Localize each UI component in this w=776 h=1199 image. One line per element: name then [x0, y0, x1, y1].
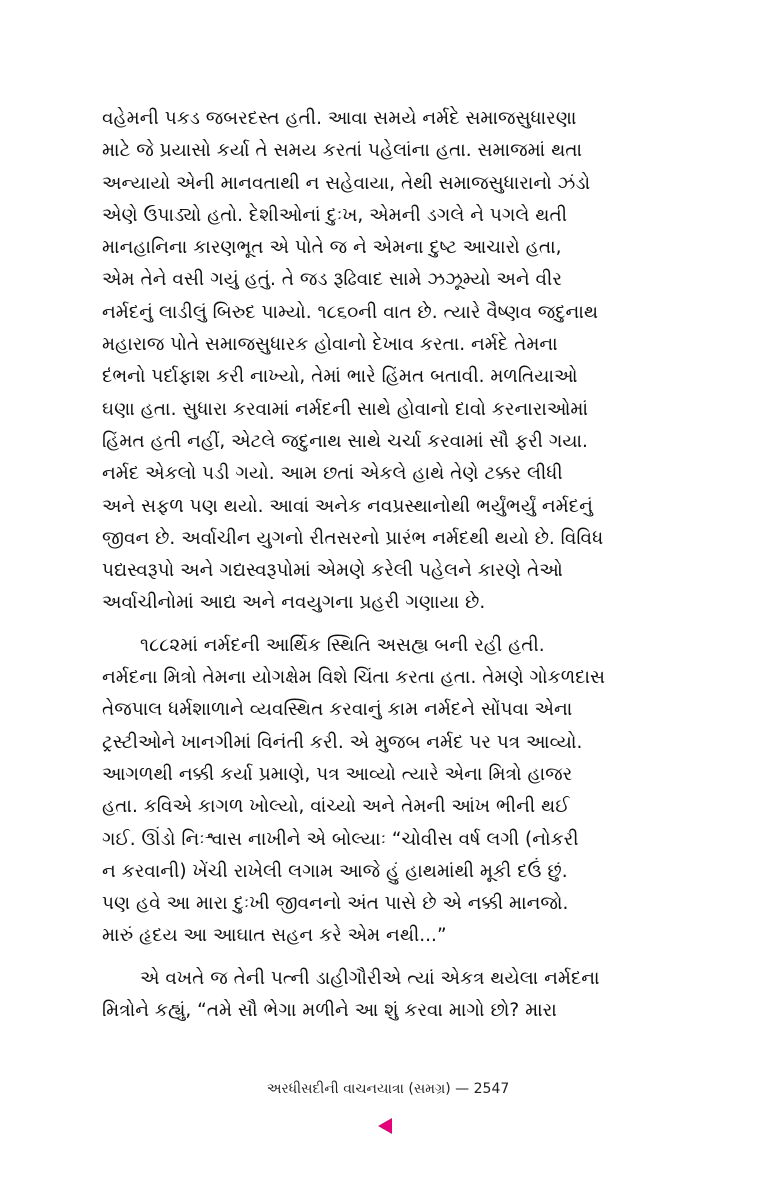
text-line: માનહાનિના કારણભૂત એ પોતે જ ને એમના દુષ્ટ આચારો હતા,	[102, 237, 562, 259]
text-line: હતા. કવિએ કાગળ ખોલ્યો, વાંચ્યો અને તેમની આંખ ભીની થઈ	[102, 796, 570, 818]
text-line: મારું હૃદય આ આઘાત સહન કરે એમ નથી...”	[102, 925, 447, 947]
text-line: દંભનો પર્દાફાશ કરી નાખ્યો, તેમાં ભારે હિંમત બતાવી. મળતિયાઓ	[102, 366, 578, 388]
text-line: અન્યાયો એની માનવતાથી ન સહેવાયા, તેથી સમાજસુધારાનો ઝંડો	[102, 172, 591, 194]
text-line: એમ તેને વસી ગયું હતું. તે જડ રૂઢિવાદ સામે ઝઝૂમ્યો અને વીર	[102, 269, 562, 291]
text-line: નર્મદ એકલો પડી ગયો. આમ છતાં એકલે હાથે તેણે ટક્કર લીધી	[102, 463, 563, 485]
page-body	[102, 103, 672, 1027]
text-line: ગઈ. ઊંડો નિઃશ્વાસ નાખીને એ બોલ્યાઃ “ચોવીસ વર્ષ લગી (નોકરી	[102, 828, 579, 850]
text-line: ૧૮૮૨માં નર્મદની આર્થિક સ્થિતિ અસહ્ય બની રહી હતી.	[140, 634, 545, 656]
text-line: તેજપાલ ધર્મશાળાને વ્યવસ્થિત કરવાનું કામ નર્મદને સોંપવા એના	[102, 699, 573, 721]
text-line: અને સફળ પણ થયો. આવાં અનેક નવપ્રસ્થાનોથી ભર્યુંભર્યું નર્મદનું	[102, 495, 593, 517]
text-line: પણ હવે આ મારા દુઃખી જીવનનો અંત પાસે છે એ નક્કી માનજો.	[102, 893, 569, 915]
text-line: મિત્રોને કહ્યું, “તમે સૌ ભેગા મળીને આ શું કરવા માગો છો? મારા	[102, 1000, 557, 1022]
text-line: માટે જે પ્રયાસો કર્યા તે સમય કરતાં પહેલાંના હતા. સમાજમાં થતા	[102, 140, 583, 162]
text-line: નર્મદનું લાડીલું બિરુદ પામ્યો. ૧૮૬૦ની વાત છે. ત્યારે વૈષ્ણવ જદુનાથ	[102, 301, 599, 323]
previous-page-arrow-icon[interactable]	[378, 1118, 392, 1134]
text-line: આગળથી નક્કી કર્યા પ્રમાણે, પત્ર આવ્યો ત્યારે એના મિત્રો હાજર	[102, 763, 573, 785]
text-line: હિંમત હતી નહીં, એટલે જદુનાથ સાથે ચર્ચા કરવામાં સૌ ફરી ગયા.	[102, 430, 588, 452]
text-line: વહેમની પકડ જબરદસ્ત હતી. આવા સમયે નર્મદે સમાજસુધારણા	[102, 108, 577, 129]
text-line: નર્મદના મિત્રો તેમના યોગક્ષેમ વિશે ચિંતા કરતા હતા. તેમણે ગોકળદાસ	[102, 667, 606, 689]
paragraph-3	[102, 963, 672, 1028]
text-line: મહારાજ પોતે સમાજસુધારક હોવાનો દેખાવ કરતા. નર્મદે તેમના	[102, 334, 558, 356]
paragraph-2	[102, 630, 672, 953]
text-line: અર્વાચીનોમાં આદ્ય અને નવયુગના પ્રહરી ગણાયા છે.	[102, 592, 486, 614]
text-line: ઘણા હતા. સુધારા કરવામાં નર્મદની સાથે હોવાનો દાવો કરનારાઓમાં	[102, 398, 589, 420]
text-line: જીવન છે. અર્વાચીન યુગનો રીતસરનો પ્રારંભ નર્મદથી થયો છે. વિવિધ	[102, 527, 604, 549]
text-line: એણે ઉપાડ્યો હતો. દેશીઓનાં દુઃખ, એમની ડગલે ને પગલે થતી	[102, 204, 568, 226]
text-line: ટ્રસ્ટીઓને ખાનગીમાં વિનંતી કરી. એ મુજબ નર્મદ પર પત્ર આવ્યો.	[102, 731, 583, 753]
page-footer: અરધીસદીની વાચનયાત્રા (સમગ્ર) — 2547	[266, 1081, 510, 1097]
text-line: ન કરવાની) ખેંચી રાખેલી લગામ આજે હું હાથમાંથી મૂકી દઉં છું.	[102, 860, 568, 882]
text-line: એ વખતે જ તેની પત્ની ડાહીગૌરીએ ત્યાં એકત્ર થયેલા નર્મદના	[140, 967, 600, 989]
text-line: પદ્યસ્વરૂપો અને ગદ્યસ્વરૂપોમાં એમણે કરેલી પહેલને કારણે તેઓ	[102, 560, 563, 582]
paragraph-1	[102, 103, 672, 620]
